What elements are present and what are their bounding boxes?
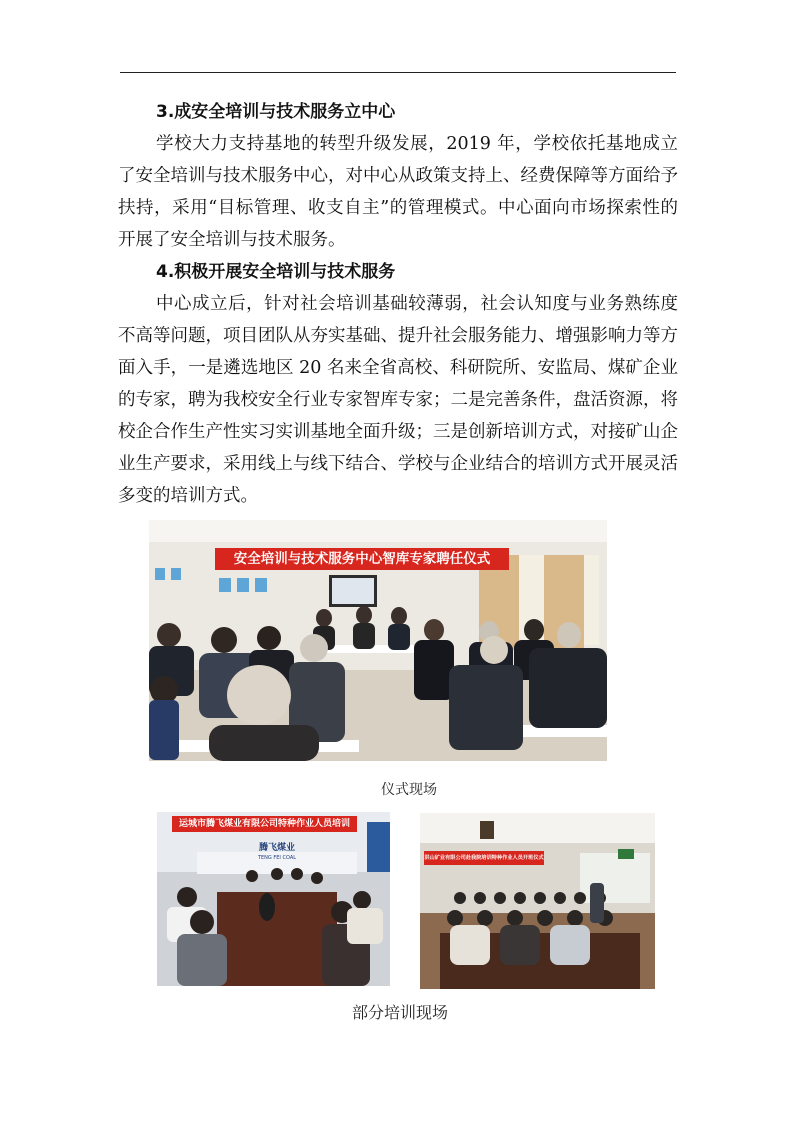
left-photo-logo-sub: TENG FEI COAL <box>257 855 297 861</box>
ceremony-photo <box>149 520 607 761</box>
article-body <box>118 96 678 512</box>
section-3-heading: 3.成安全培训与技术服务立中心 <box>156 102 396 122</box>
header-rule <box>120 72 676 73</box>
training-photo-right <box>420 813 655 989</box>
right-photo-banner-text: 洪山矿业有限公司赴我院培训特种作业人员开班仪式 <box>424 855 544 861</box>
training-photo-left <box>157 812 390 986</box>
section-4-paragraph: 中心成立后，针对社会培训基础较薄弱，社会认知度与业务熟练度不高等问题，项目团队从夯实基础、提升社会服务能力、增强影响力等方面入手，一是遴选地区 20 名来全省高校、科研院所、安监局、煤矿企业的专家，聘为我校安全行业专家智库专家；二是完善条件，盘活资源，将校企合作生产性实习实训基地全面升级；三是创新培训方式，对接矿山企业生产要求，采用线上与线下结合、学校与企业结合的培训方式开展灵活多变的培训方式。 <box>118 294 678 506</box>
section-3-paragraph: 学校大力支持基地的转型升级发展，2019 年，学校依托基地成立了安全培训与技术服务中心，对中心从政策支持上、经费保障等方面给予扶持，采用“目标管理、收支自主”的管理模式。中心面向市场探索性的开展了安全培训与技术服务。 <box>118 134 678 250</box>
ceremony-banner-text: 安全培训与技术服务中心智库专家聘任仪式 <box>233 551 491 567</box>
left-photo-logo: 腾飞煤业 <box>258 843 295 853</box>
training-caption: 部分培训现场 <box>351 1003 448 1022</box>
ceremony-caption: 仪式现场 <box>381 782 437 798</box>
section-4-heading: 4.积极开展安全培训与技术服务 <box>156 262 396 282</box>
left-photo-banner-text: 运城市腾飞煤业有限公司特种作业人员培训 <box>178 819 350 829</box>
